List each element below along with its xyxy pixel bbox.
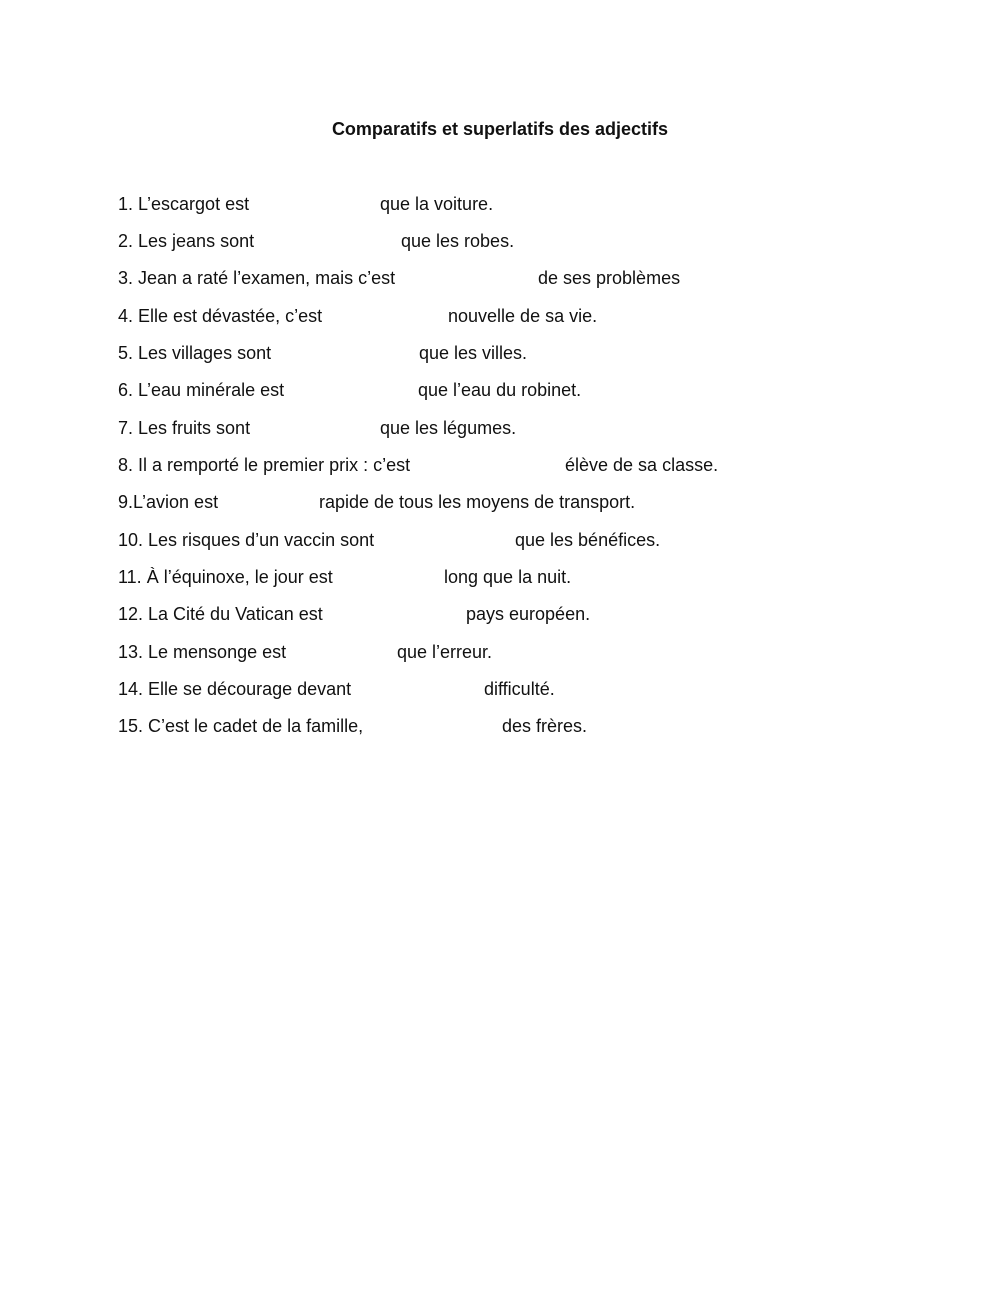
sentence-text-before: 6. L’eau minérale est	[118, 380, 285, 400]
sentence-text-before: 13. Le mensonge est	[118, 642, 287, 662]
sentence-text-before: 9.L’avion est	[118, 492, 219, 512]
sentence-10	[118, 528, 978, 552]
sentence-text-after: élève de sa classe.	[565, 455, 719, 475]
answer-blank[interactable]	[380, 679, 480, 699]
sentence-text-after: que les légumes.	[380, 418, 517, 438]
sentence-15	[118, 714, 978, 738]
sentence-text-after: nouvelle de sa vie.	[448, 306, 598, 326]
answer-blank[interactable]	[350, 604, 460, 624]
answer-blank[interactable]	[266, 194, 371, 214]
sentence-2	[118, 229, 978, 253]
sentence-text-before: 12. La Cité du Vatican est	[118, 604, 323, 624]
sentence-text-before: 15. C’est le cadet de la famille,	[118, 716, 364, 736]
sentence-text-before: 1. L’escargot est	[118, 194, 250, 214]
answer-blank[interactable]	[306, 380, 411, 400]
sentence-text-after: que les villes.	[419, 343, 528, 363]
page-title: Comparatifs et superlatifs des adjectifs	[331, 119, 669, 139]
sentence-text-before: 11. À l’équinoxe, le jour est	[118, 567, 333, 587]
sentence-text-after: difficulté.	[484, 679, 555, 699]
sentence-text-before: 4. Elle est dévastée, c’est	[118, 306, 323, 326]
sentence-5	[118, 341, 978, 365]
sentence-text-after: que la voiture.	[380, 194, 494, 214]
sentence-text-after: que les bénéfices.	[515, 530, 661, 550]
sentence-text-after: que l’eau du robinet.	[418, 380, 582, 400]
sentence-text-before: 14. Elle se décourage devant	[118, 679, 352, 699]
sentence-12	[118, 602, 978, 626]
answer-blank[interactable]	[393, 716, 493, 736]
answer-blank[interactable]	[426, 268, 531, 288]
sentence-text-before: 3. Jean a raté l’examen, mais c’est	[118, 268, 396, 288]
sentence-text-before: 2. Les jeans sont	[118, 231, 255, 251]
sentence-7	[118, 416, 978, 440]
sentence-4	[118, 304, 978, 328]
sentence-14	[118, 677, 978, 701]
sentence-text-after: de ses problèmes	[538, 268, 681, 288]
sentence-3	[118, 266, 978, 290]
sentence-text-after: des frères.	[502, 716, 588, 736]
answer-blank[interactable]	[290, 343, 410, 363]
answer-blank[interactable]	[236, 492, 316, 512]
sentence-text-before: 7. Les fruits sont	[118, 418, 251, 438]
answer-blank[interactable]	[346, 306, 441, 326]
sentence-9	[118, 490, 978, 514]
sentence-11	[118, 565, 978, 589]
answer-blank[interactable]	[361, 567, 441, 587]
answer-blank[interactable]	[405, 530, 505, 550]
sentence-1	[118, 192, 978, 216]
sentence-text-after: rapide de tous les moyens de transport.	[319, 492, 636, 512]
answer-blank[interactable]	[268, 418, 373, 438]
sentence-8	[118, 453, 978, 477]
sentence-text-before: 10. Les risques d’un vaccin sont	[118, 530, 375, 550]
sentence-text-before: 8. Il a remporté le premier prix : c’est	[118, 455, 411, 475]
sentence-text-after: pays européen.	[466, 604, 591, 624]
sentence-13	[118, 640, 978, 664]
answer-blank[interactable]	[272, 231, 392, 251]
sentence-6	[118, 378, 978, 402]
sentence-text-after: long que la nuit.	[444, 567, 572, 587]
answer-blank[interactable]	[310, 642, 390, 662]
sentence-text-before: 5. Les villages sont	[118, 343, 272, 363]
answer-blank[interactable]	[443, 455, 543, 475]
sentence-text-after: que l’erreur.	[397, 642, 493, 662]
sentence-text-after: que les robes.	[401, 231, 515, 251]
